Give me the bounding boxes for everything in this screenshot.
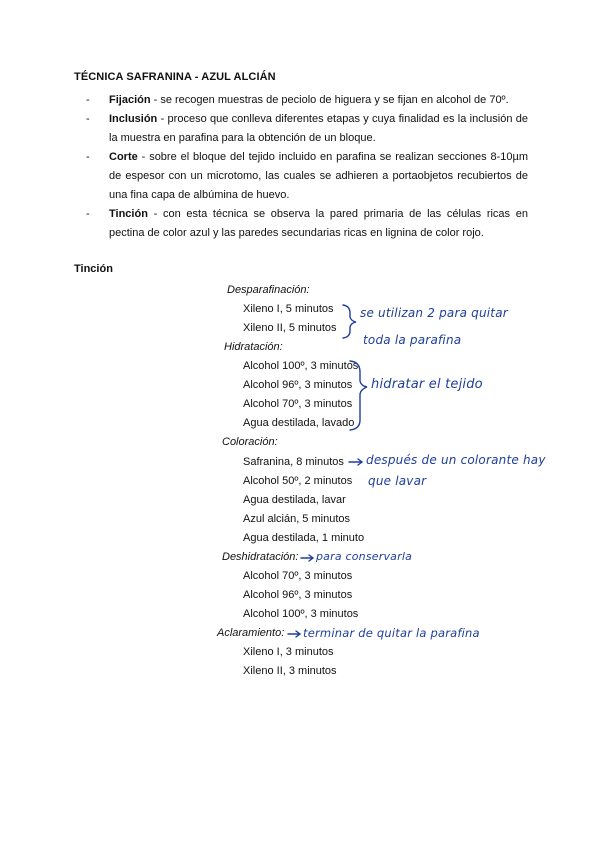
list-item-corte: [86, 148, 528, 205]
method-list: [86, 91, 528, 243]
bullet-dash: -: [86, 208, 90, 220]
note-safranina-2: que lavar: [368, 474, 427, 488]
protocol-item: Alcohol 100º, 3 minutos: [243, 608, 359, 620]
text-inclusion: - proceso que conlleva diferentes etapas y cuya finalidad es la inclusión de la muestra en parafina para la obtención de un bloque.: [109, 113, 528, 144]
list-item-fijacion: [86, 91, 528, 110]
note-hidratacion: hidratar el tejido: [371, 377, 483, 392]
protocol-item: Xileno I, 5 minutos: [243, 303, 334, 315]
protocol-item: Xileno I, 3 minutos: [243, 646, 334, 658]
section-title-tincion: Tinción: [74, 263, 113, 275]
protocol-item: Agua destilada, lavar: [243, 494, 346, 506]
protocol-item: Safranina, 8 minutos: [243, 456, 344, 468]
bullet-dash: -: [86, 151, 90, 163]
term-inclusion: Inclusión: [109, 113, 158, 125]
brace-desparafinacion: [343, 305, 356, 338]
note-deshidratacion: para conservarla: [316, 550, 413, 563]
note-desparafinacion-2: toda la parafina: [363, 333, 462, 347]
term-fijacion: Fijación: [109, 94, 151, 106]
list-item-tincion: [86, 205, 528, 243]
text-tincion: - con esta técnica se observa la pared primaria de las células ricas en pectina de color azul y las paredes secundarias ricas en lignina de color rojo.: [109, 208, 528, 239]
note-desparafinacion-1: se utilizan 2 para quitar: [360, 306, 508, 320]
step-deshidratacion: Deshidratación:: [222, 551, 299, 563]
bullet-dash: -: [86, 94, 90, 106]
protocol-item: Alcohol 50º, 2 minutos: [243, 475, 353, 487]
protocol-item: Alcohol 96º, 3 minutos: [243, 379, 353, 391]
protocol-item: Azul alcián, 5 minutos: [243, 513, 350, 525]
protocol-item: Alcohol 100º, 3 minutos: [243, 360, 359, 372]
step-aclaramiento: Aclaramiento:: [217, 627, 285, 639]
protocol-item: Agua destilada, lavado: [243, 417, 355, 429]
protocol-item: Alcohol 96º, 3 minutos: [243, 589, 353, 601]
page-title: TÉCNICA SAFRANINA - AZUL ALCIÁN: [74, 71, 276, 83]
bullet-dash: -: [86, 113, 90, 125]
text-corte: - sobre el bloque del tejido incluido en parafina se realizan secciones 8-10µm de espesor con un microtomo, las cuales se adhieren a portaobjetos recubiertos de una fina capa de albúmina de huevo.: [109, 151, 528, 201]
arrow-aclaramiento: [288, 631, 300, 637]
note-safranina-1: después de un colorante hay: [366, 453, 546, 467]
step-desparafinacion: Desparafinación:: [227, 284, 310, 296]
step-coloracion: Coloración:: [222, 436, 278, 448]
arrow-safranina: [349, 459, 362, 465]
term-tincion: Tinción: [109, 208, 148, 220]
protocol-item: Alcohol 70º, 3 minutos: [243, 570, 353, 582]
protocol-item: Agua destilada, 1 minuto: [243, 532, 365, 544]
protocol-item: Alcohol 70º, 3 minutos: [243, 398, 353, 410]
arrow-deshidratacion: [301, 555, 313, 561]
note-aclaramiento: terminar de quitar la parafina: [303, 626, 480, 640]
step-hidratacion: Hidratación:: [224, 341, 283, 353]
term-corte: Corte: [109, 151, 138, 163]
protocol-item: Xileno II, 5 minutos: [243, 322, 337, 334]
text-fijacion: - se recogen muestras de peciolo de higuera y se fijan en alcohol de 70º.: [150, 94, 509, 106]
protocol-item: Xileno II, 3 minutos: [243, 665, 337, 677]
list-item-inclusion: [86, 110, 528, 148]
